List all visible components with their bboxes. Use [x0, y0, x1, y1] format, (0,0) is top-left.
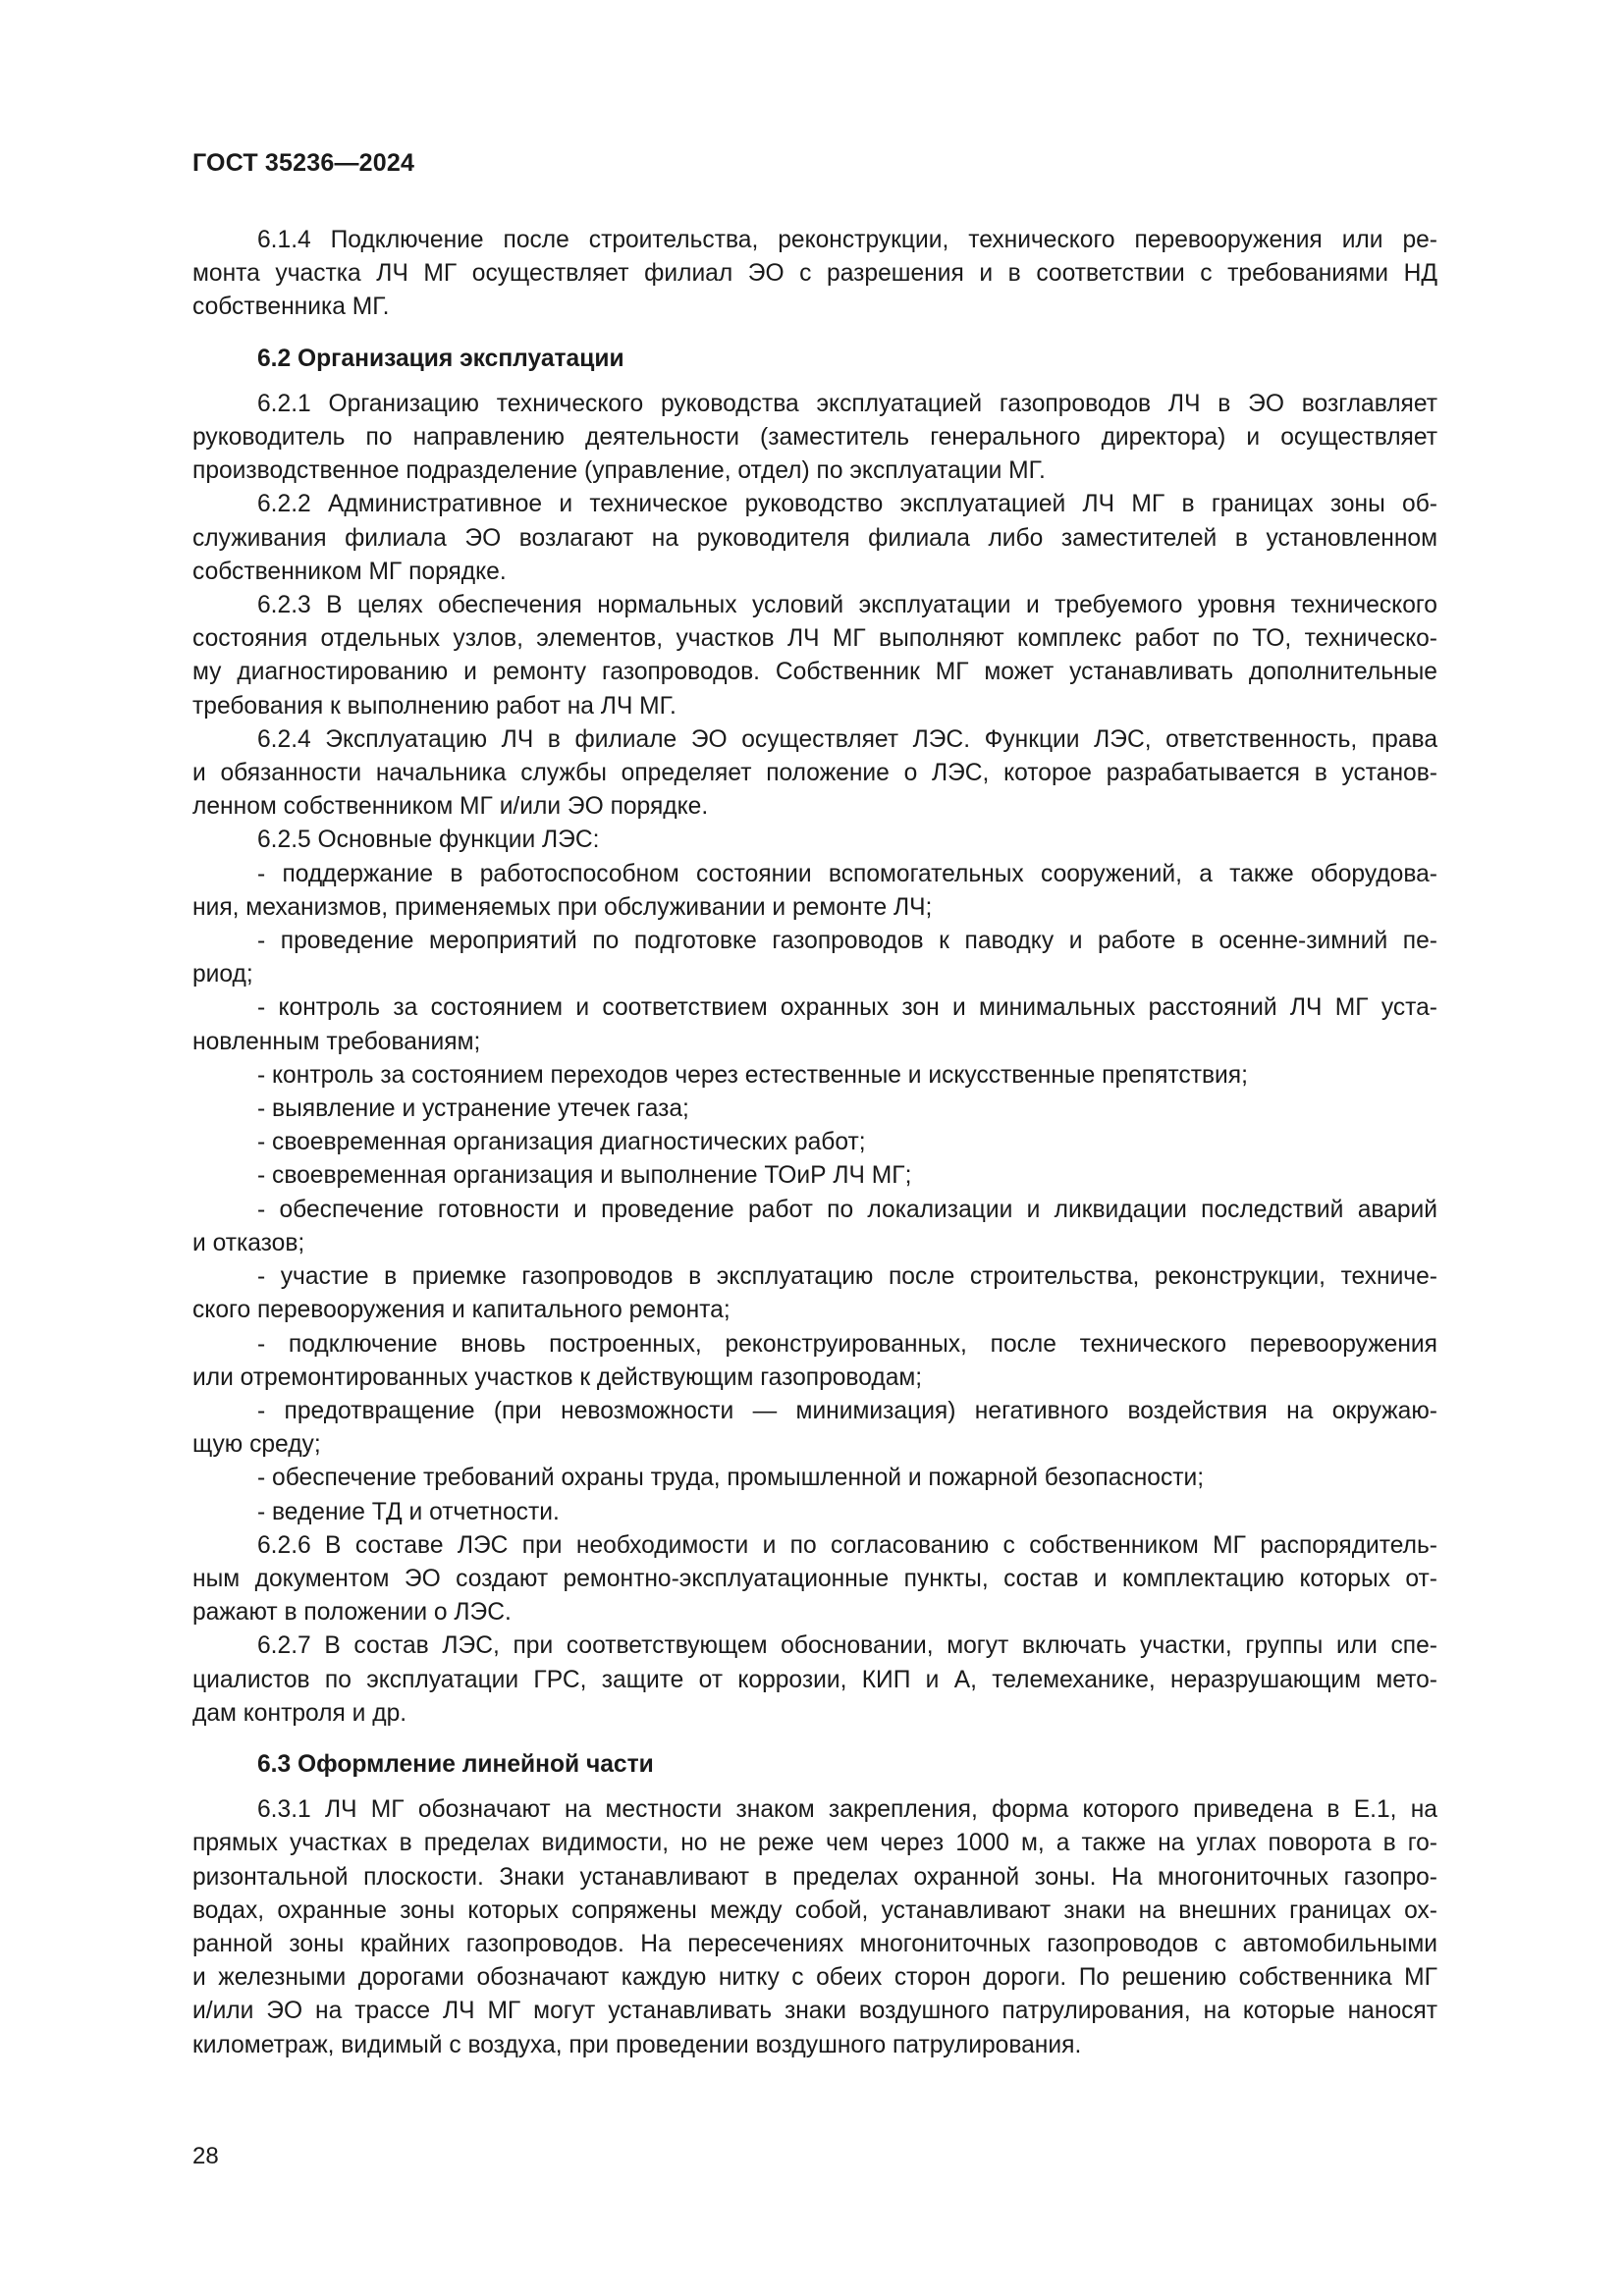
text-line: циалистов по эксплуатации ГРС, защите от коррозии, КИП и А, телемеханике, неразрушающим мето-	[192, 1666, 1437, 1693]
text-line: 6.2.7 В состав ЛЭС, при соответствующем обосновании, могут включать участки, группы или спе-	[257, 1632, 1437, 1660]
text-line: монта участка ЛЧ МГ осуществляет филиал ЭО с разрешения и в соответствии с требованиями НД	[192, 260, 1437, 288]
text-line: щую среду;	[192, 1431, 321, 1459]
text-line: 6.2.2 Административное и техническое руководство эксплуатацией ЛЧ МГ в границах зоны об-	[257, 491, 1437, 518]
list-item: - своевременная организация диагностических работ;	[257, 1129, 866, 1156]
text-line: километраж, видимый с воздуха, при проведении воздушного патрулирования.	[192, 2031, 1082, 2058]
text-line: ным документом ЭО создают ремонтно-эксплуатационные пункты, состав и комплектацию которых от-	[192, 1565, 1437, 1592]
text-line: дам контроля и др.	[192, 1699, 407, 1727]
text-line: риод;	[192, 961, 253, 988]
list-item: - ведение ТД и отчетности.	[257, 1498, 560, 1525]
text-line: 6.1.4 Подключение после строительства, реконструкции, технического перевооружения или ре-	[257, 227, 1437, 253]
text-line: собственником МГ порядке.	[192, 558, 507, 585]
text-line: 6.2.6 В составе ЛЭС при необходимости и по согласованию с собственником МГ распорядитель-	[257, 1531, 1437, 1559]
text-line: собственника МГ.	[192, 294, 390, 321]
text-line: новленным требованиям;	[192, 1028, 481, 1055]
text-line: водах, охранные зоны которых сопряжены между собой, устанавливают знаки на внешних границах ох-	[192, 1896, 1437, 1924]
text-line: ризонтальной плоскости. Знаки устанавливают в пределах охранной зоны. На многониточных газопро-	[192, 1863, 1437, 1891]
list-item: - обеспечение готовности и проведение работ по локализации и ликвидации последствий аварий	[257, 1196, 1437, 1223]
page-number: 28	[192, 2143, 219, 2169]
list-item: - подключение вновь построенных, реконструированных, после технического перевооружения	[257, 1330, 1437, 1358]
text-line: и железными дорогами обозначают каждую нитку с обеих сторон дороги. По решению собственника МГ	[192, 1964, 1437, 1992]
text-line: ния, механизмов, применяемых при обслуживании и ремонте ЛЧ;	[192, 893, 933, 921]
list-item: - контроль за состоянием и соответствием охранных зон и минимальных расстояний ЛЧ МГ уста-	[257, 994, 1437, 1022]
list-item: - обеспечение требований охраны труда, промышленной и пожарной безопасности;	[257, 1465, 1205, 1492]
text-line: и обязанности начальника службы определяет положение о ЛЭС, которое разрабатывается в установ-	[192, 760, 1437, 787]
text-line: требования к выполнению работ на ЛЧ МГ.	[192, 692, 677, 720]
text-line: и/или ЭО на трассе ЛЧ МГ могут устанавливать знаки воздушного патрулирования, на которые наносят	[192, 1998, 1437, 2025]
text-line: производственное подразделение (управление, отдел) по эксплуатации МГ.	[192, 457, 1046, 485]
text-line: или отремонтированных участков к действующим газопроводам;	[192, 1363, 923, 1391]
text-line: ранной зоны крайних газопроводов. На пересечениях многониточных газопроводов с автомобильными	[192, 1930, 1437, 1957]
text-line: 6.2.3 В целях обеспечения нормальных условий эксплуатации и требуемого уровня технического	[257, 592, 1437, 619]
text-line: 6.2.5 Основные функции ЛЭС:	[257, 827, 600, 854]
text-line: ского перевооружения и капитального ремонта;	[192, 1297, 731, 1324]
text-line: прямых участках в пределах видимости, но не реже чем через 1000 м, а также на углах поворота в го-	[192, 1830, 1437, 1857]
list-item: - предотвращение (при невозможности — минимизация) негативного воздействия на окружаю-	[257, 1397, 1437, 1424]
text-line: служивания филиала ЭО возлагают на руководителя филиала либо заместителей в установленном	[192, 524, 1437, 552]
document-header: ГОСТ 35236—2024	[192, 149, 415, 177]
list-item: - выявление и устранение утечек газа;	[257, 1095, 689, 1123]
list-item: - поддержание в работоспособном состоянии вспомогательных сооружений, а также оборудова-	[257, 860, 1437, 887]
text-line: 6.3.1 ЛЧ МГ обозначают на местности знаком закрепления, форма которого приведена в Е.1, на	[257, 1796, 1437, 1824]
list-item: - проведение мероприятий по подготовке газопроводов к паводку и работе в осенне-зимний пе-	[257, 928, 1437, 955]
text-line: состояния отдельных узлов, элементов, участков ЛЧ МГ выполняют комплекс работ по ТО, техническо-	[192, 625, 1437, 653]
list-item: - контроль за состоянием переходов через естественные и искусственные препятствия;	[257, 1061, 1248, 1089]
section-heading-6-2: 6.2 Организация эксплуатации	[257, 345, 624, 372]
text-line: ражают в положении о ЛЭС.	[192, 1599, 512, 1627]
text-line: 6.2.4 Эксплуатацию ЛЧ в филиале ЭО осуществляет ЛЭС. Функции ЛЭС, ответственность, права	[257, 725, 1437, 753]
document-body	[192, 224, 1437, 2062]
list-item: - своевременная организация и выполнение ТОиР ЛЧ МГ;	[257, 1162, 912, 1190]
text-line: ленном собственником МГ и/или ЭО порядке.	[192, 793, 709, 821]
text-line: руководитель по направлению деятельности (заместитель генерального директора) и осуществляет	[192, 424, 1437, 452]
section-heading-6-3: 6.3 Оформление линейной части	[257, 1750, 654, 1778]
list-item: - участие в приемке газопроводов в эксплуатацию после строительства, реконструкции, техниче-	[257, 1263, 1437, 1291]
text-line: му диагностированию и ремонту газопроводов. Собственник МГ может устанавливать дополнительные	[192, 659, 1437, 686]
text-line: и отказов;	[192, 1229, 305, 1256]
text-line: 6.2.1 Организацию технического руководства эксплуатацией газопроводов ЛЧ в ЭО возглавляет	[257, 390, 1437, 417]
